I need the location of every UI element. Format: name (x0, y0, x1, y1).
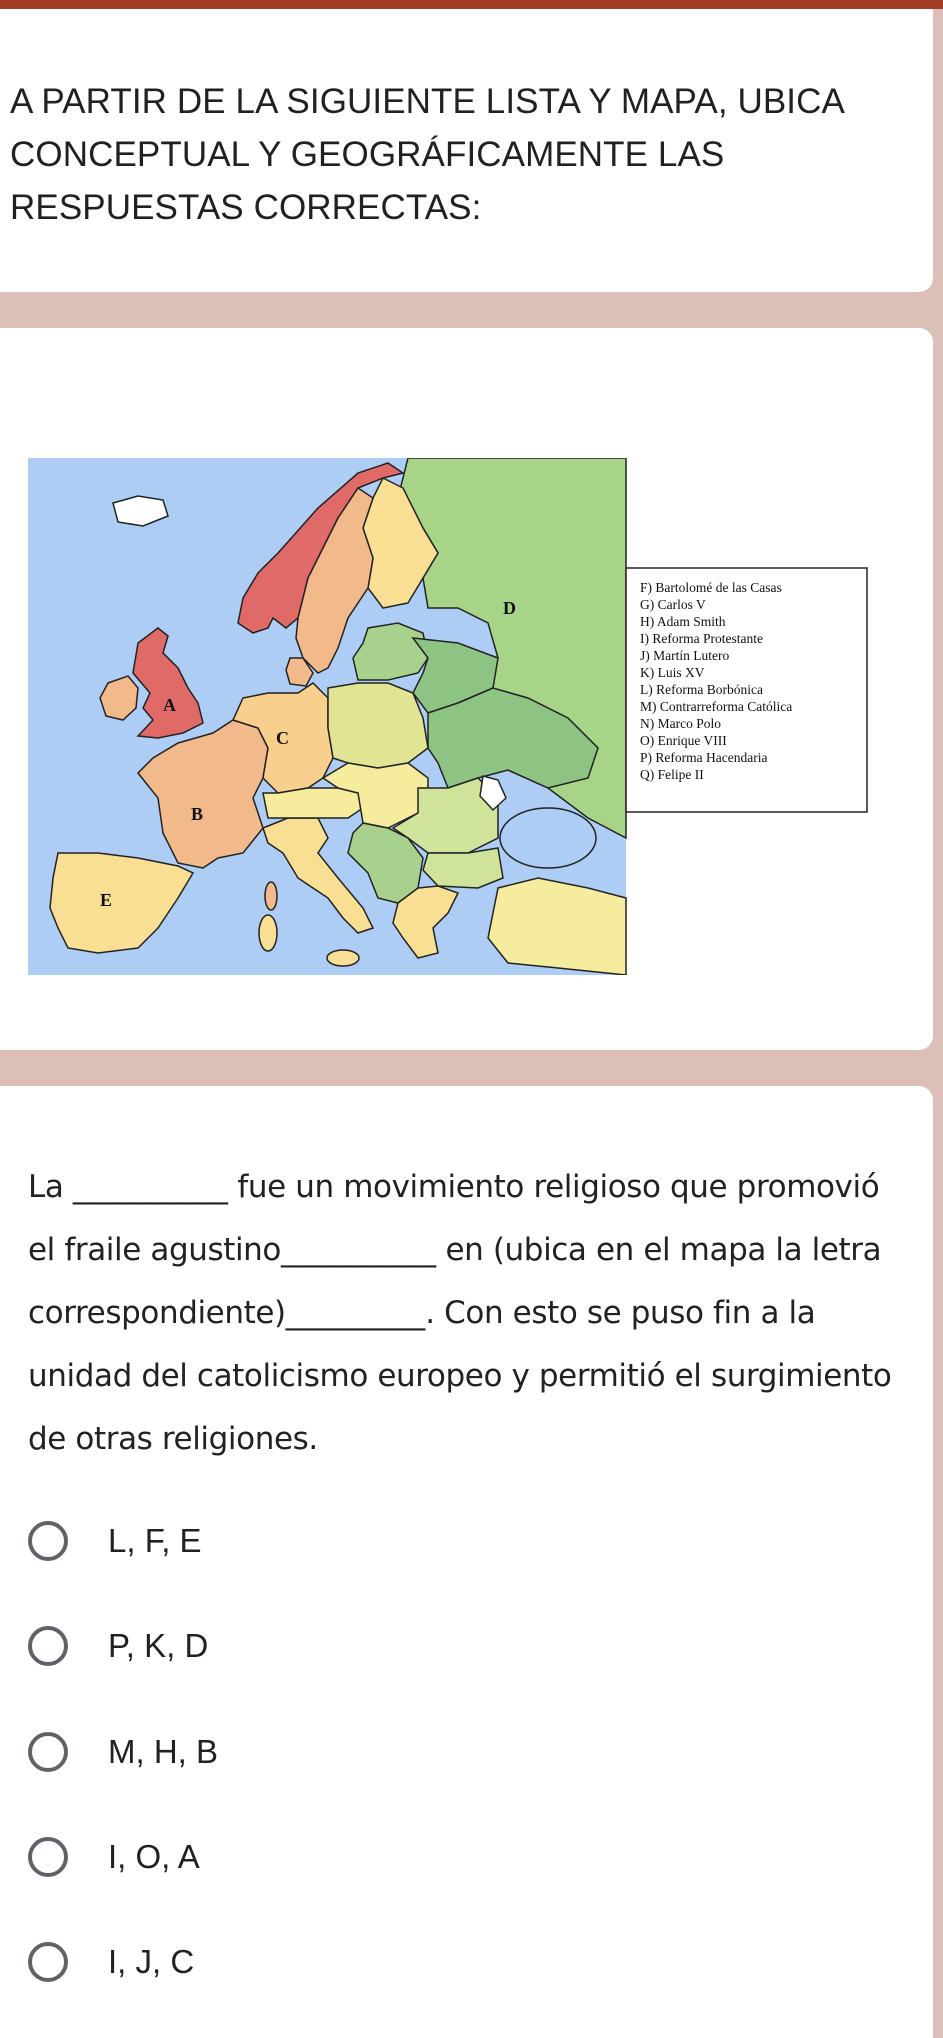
question-blank-2: __________ (281, 1232, 437, 1268)
radio-button[interactable] (28, 1626, 68, 1666)
question-blank-1: __________ (72, 1169, 228, 1205)
option-label: I, J, C (108, 1943, 195, 1980)
question-part-3: en (ubica en el mapa la letra correspondiente) (28, 1232, 882, 1331)
island-sardinia (259, 915, 277, 951)
option-label: I, O, A (108, 1838, 200, 1875)
question-part-1: La (28, 1169, 73, 1205)
form-accent-bar (0, 0, 943, 9)
legend-item: M) Contrarreforma Católica (640, 699, 793, 714)
question-text (28, 1156, 908, 1471)
option-3[interactable] (28, 1722, 528, 1782)
option-4[interactable] (28, 1827, 528, 1887)
legend-item: F) Bartolomé de las Casas (640, 580, 782, 595)
legend-item: O) Enrique VIII (640, 733, 727, 748)
legend-item: N) Marco Polo (640, 716, 721, 731)
island-corsica (265, 882, 277, 910)
map-card (0, 328, 933, 1050)
question-part-4: . Con esto se puso fin a la unidad del catolicismo europeo y permitió el surgimiento de otras religiones. (28, 1295, 892, 1457)
legend-item: G) Carlos V (640, 597, 706, 612)
map-label-c: C (276, 728, 289, 748)
option-2[interactable] (28, 1616, 528, 1676)
legend-item: Q) Felipe II (640, 767, 704, 782)
radio-button[interactable] (28, 1837, 68, 1877)
black-sea (500, 808, 596, 868)
legend-item: P) Reforma Hacendaria (640, 750, 768, 765)
map-label-a: A (163, 695, 176, 715)
region-turkey (488, 878, 626, 975)
radio-button[interactable] (28, 1521, 68, 1561)
option-1[interactable] (28, 1511, 528, 1571)
map-label-d: D (503, 598, 516, 618)
legend-item: J) Martín Lutero (640, 648, 730, 663)
legend-item: L) Reforma Borbónica (640, 682, 763, 697)
radio-button[interactable] (28, 1732, 68, 1772)
option-5[interactable] (28, 1932, 528, 1992)
island-sicily (327, 950, 359, 966)
europe-map-image (28, 458, 872, 975)
option-label: L, F, E (108, 1522, 202, 1559)
question-card (0, 1086, 933, 2038)
question-title: A PARTIR DE LA SIGUIENTE LISTA Y MAPA, UBICA CONCEPTUAL Y GEOGRÁFICAMENTE LAS RESPUESTAS CORRECTAS: (10, 82, 844, 227)
map-label-b: B (191, 804, 204, 824)
legend-item: K) Luis XV (640, 665, 705, 680)
legend-item: H) Adam Smith (640, 614, 726, 629)
region-poland (328, 683, 428, 768)
option-label: P, K, D (108, 1627, 209, 1664)
region-alps (263, 788, 363, 818)
legend-item: I) Reforma Protestante (640, 631, 763, 646)
title-card (0, 9, 933, 292)
map-label-e: E (100, 890, 113, 910)
radio-button[interactable] (28, 1942, 68, 1982)
question-part-2: fue un movimiento religioso que promovió el fraile agustino (28, 1169, 880, 1268)
region-bulgaria (423, 848, 503, 888)
option-label: M, H, B (108, 1733, 219, 1770)
question-blank-3: _________ (285, 1295, 426, 1331)
